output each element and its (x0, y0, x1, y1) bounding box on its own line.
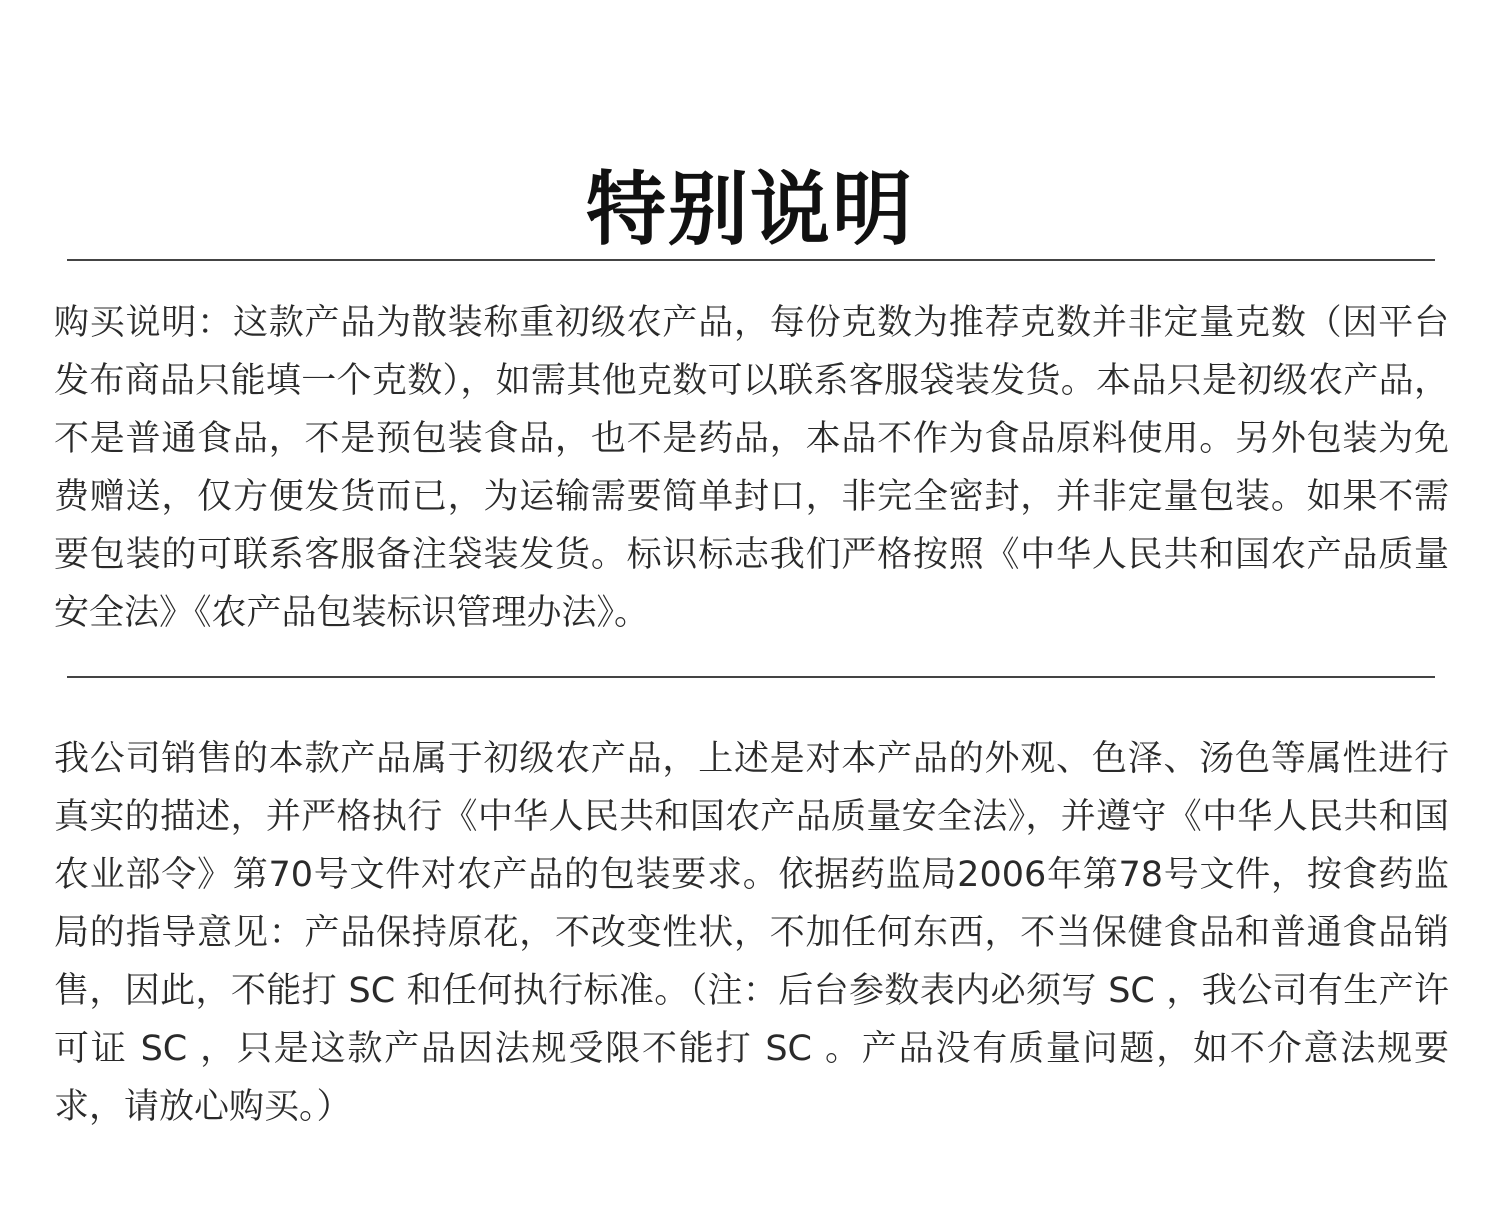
top-divider (67, 259, 1435, 261)
purchase-notice-paragraph: 购买说明：这款产品为散装称重初级农产品，每份克数为推荐克数并非定量克数（因平台发布商品只能填一个克数），如需其他克数可以联系客服袋装发货。本品只是初级农产品，不是普通食品，不是预包装食品，也不是药品，本品不作为食品原料使用。另外包装为免费赠送，仅方便发货而已，为运输需要简单封口，非完全密封，并非定量包装。如果不需要包装的可联系客服备注袋装发货。标识标志我们严格按照《中华人民共和国农产品质量安全法》《农产品包装标识管理办法》。 (54, 303, 1449, 633)
middle-divider (67, 676, 1435, 678)
company-statement-paragraph: 我公司销售的本款产品属于初级农产品，上述是对本产品的外观、色泽、汤色等属性进行真实的描述，并严格执行《中华人民共和国农产品质量安全法》，并遵守《中华人民共和国农业部令》第70号文件对农产品的包装要求。依据药监局2006年第78号文件，按食药监局的指导意见：产品保持原花，不改变性状，不加任何东西，不当保健食品和普通食品销售，因此，不能打 SC 和任何执行标准。（注：后台参数表内必须写 SC ，我公司有生产许可证 SC ，只是这款产品因法规受限不能打 SC 。产品没有质量问题，如不介意法规要求，请放心购买。） (54, 739, 1449, 1127)
page-title: 特别说明 (586, 162, 914, 256)
